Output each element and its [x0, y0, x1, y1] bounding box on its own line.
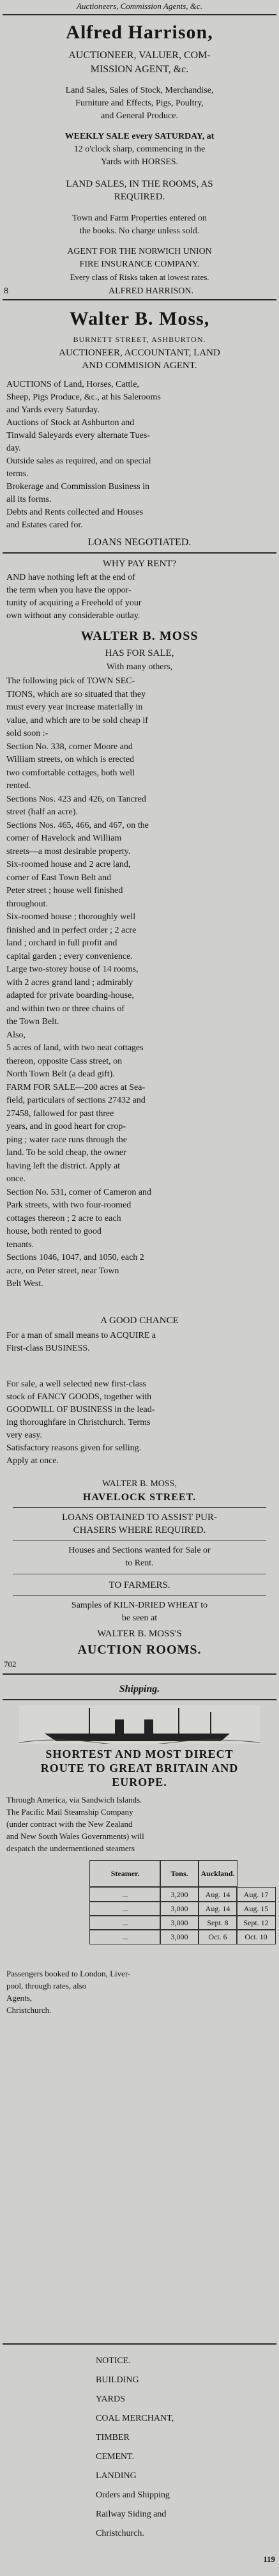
text-line: Christchurch.	[6, 2005, 52, 2015]
divider	[13, 1595, 266, 1596]
table-cell: ...	[89, 1887, 161, 1902]
text-line: AUCTIONS of Land, Horses, Cattle,	[6, 380, 140, 389]
table-cell: 3,000	[160, 1915, 199, 1930]
advertiser-name: Alfred Harrison,	[66, 22, 213, 43]
text-line: the term when you have the oppor-	[6, 586, 132, 595]
text-line: GOODWILL OF BUSINESS in the lead-	[6, 1405, 155, 1415]
text-line: 27458, fallowed for past three	[6, 1108, 114, 1119]
table-cell: Aug. 14	[198, 1887, 238, 1902]
section-heading: Shipping.	[119, 1684, 160, 1695]
text-line: Section No. 531, corner of Cameron and	[6, 1187, 152, 1197]
text-line: despatch the undermentioned steamers	[6, 1843, 135, 1853]
text-line: street (half an acre).	[6, 807, 78, 817]
text-line: corner of Havelock and William	[6, 834, 122, 843]
table-cell: ...	[89, 1929, 161, 1944]
text-line: Satisfactory reasons given for selling.	[6, 1443, 142, 1453]
signature: WALTER B. MOSS'S	[97, 1629, 182, 1639]
subheading: HAS FOR SALE,	[105, 648, 174, 658]
text-line: value, and which are to be sold cheap if	[6, 715, 148, 725]
advertiser-name: WALTER B. MOSS	[80, 629, 199, 643]
text-line: adapted for private boarding-house,	[6, 991, 134, 1000]
text-line: two comfortable cottages, both well	[6, 768, 135, 778]
text-line: Sections Nos. 423 and 426, on Tancred	[6, 794, 146, 804]
text-line: very easy.	[6, 1431, 42, 1440]
text-line: and New South Wales Governments) will	[6, 1831, 144, 1841]
text-line: Section No. 338, corner Moore and	[6, 741, 133, 752]
divider	[3, 14, 276, 15]
divider	[3, 2343, 276, 2345]
text-line: Every class of Risks taken at lowest rates.	[70, 272, 209, 282]
text-line: TO FARMERS.	[109, 1580, 170, 1590]
text-line: terms.	[6, 469, 29, 479]
moss-ad	[0, 306, 279, 1808]
table-cell: Sept. 12	[236, 1915, 276, 1930]
text-line: and within two or three chains of	[6, 1004, 125, 1014]
steamship-icon	[19, 1705, 260, 1744]
text-line: Sections Nos. 465, 466, and 467, on the	[6, 820, 149, 830]
why-pay-rent-heading: WHY PAY RENT?	[102, 559, 177, 569]
divider	[13, 1540, 266, 1541]
text-line: Also,	[6, 1030, 26, 1040]
text-line: Belt West.	[6, 1279, 43, 1289]
good-chance-heading: A GOOD CHANCE	[100, 1315, 179, 1326]
text-line: tenants.	[6, 1239, 34, 1250]
text-line: and General Produce.	[101, 111, 178, 121]
text-line: Sheep, Pigs Produce, &c., at his Salerooms	[6, 392, 161, 402]
text-line: and Yards every Saturday.	[6, 405, 100, 415]
text-line: 5 acres of land, with two neat cottages	[6, 1043, 144, 1053]
section-header: Auctioneers, Commission Agents, &c.	[77, 1, 202, 11]
table-cell: 3,000	[160, 1929, 199, 1944]
text-line: Brokerage and Commission Business in	[6, 482, 149, 492]
text-line: Yards with HORSES.	[100, 157, 179, 167]
text-line: For sale, a well selected new first-class	[6, 1379, 146, 1389]
text-line: streets—a most desirable property.	[6, 846, 131, 857]
route-heading: ROUTE TO GREAT BRITAIN AND	[40, 1762, 239, 1774]
text-line: For a man of small means to ACQUIRE a	[6, 1331, 156, 1340]
text-line: WEEKLY SALE every SATURDAY, at	[64, 132, 215, 141]
table-cell: 3,000	[160, 1901, 199, 1916]
text-line: AGENT FOR THE NORWICH UNION	[67, 247, 212, 256]
text-line: Auctions of Stock at Ashburton and	[6, 418, 135, 428]
text-line: FARM FOR SALE—200 acres at Sea-	[6, 1082, 146, 1092]
text-line: First-class BUSINESS.	[6, 1344, 90, 1353]
text-line: LANDING	[96, 2471, 137, 2481]
text-line: Tinwald Saleyards every alternate Tues-	[6, 431, 150, 440]
text-line: Sections 1046, 1047, and 1050, each 2	[6, 1253, 144, 1262]
title-line: MISSION AGENT, &c.	[90, 64, 189, 75]
table-cell: Oct. 6	[198, 1929, 238, 1944]
table-cell: Aug. 17	[236, 1887, 276, 1902]
text-line: capital garden ; every convenience.	[6, 951, 133, 961]
text-line: CEMENT.	[96, 2452, 135, 2462]
text-line: Six-roomed house ; thoroughly well	[6, 912, 136, 922]
text-line: North Town Belt (a dead gift).	[6, 1069, 115, 1079]
title-line: AUCTIONEER, ACCOUNTANT, LAND	[59, 348, 220, 358]
text-line: NOTICE.	[96, 2356, 131, 2366]
table-cell: ...	[89, 1901, 161, 1916]
text-line: Six-roomed house and 2 acre land,	[6, 860, 131, 869]
text-line: land. To be sold cheap, the owner	[6, 1148, 126, 1158]
text-line: AND have nothing left at the end of	[6, 573, 135, 582]
text-line: TIONS, which are so situated that they	[6, 689, 146, 699]
ad-number: 8	[4, 286, 8, 296]
merchant-ad	[0, 2350, 279, 2572]
text-line: the Town Belt.	[6, 1017, 59, 1027]
text-line: Park streets, with two four-roomed	[6, 1200, 132, 1210]
text-line: with 2 acres grand land ; admirably	[6, 977, 133, 988]
text-line: TIMBER	[96, 2433, 130, 2442]
divider	[3, 1673, 276, 1675]
text-line: The following pick of TOWN SEC-	[6, 676, 135, 686]
text-line: Railway Siding and	[96, 2510, 167, 2519]
text-line: Outside sales as required, and on special	[6, 456, 151, 466]
text-line: Town and Farm Properties entered on	[72, 213, 207, 223]
text-line: thereon, opposite Cass street, on	[6, 1056, 123, 1066]
text-line: COAL MERCHANT,	[96, 2414, 174, 2423]
text-line: CHASERS WHERE REQUIRED.	[73, 1525, 206, 1535]
text-line: once.	[6, 1174, 26, 1184]
text-line: years, and in good heart for crop-	[6, 1122, 126, 1131]
route-heading: SHORTEST AND MOST DIRECT	[45, 1748, 234, 1760]
table-cell: Aug. 15	[236, 1901, 276, 1916]
text-line: land ; orchard in full profit and	[6, 938, 117, 948]
subheading: With many others,	[106, 662, 173, 672]
text-line: Orders and Shipping	[96, 2490, 170, 2500]
auction-rooms: AUCTION ROOMS.	[77, 1643, 202, 1657]
title-line: AUCTIONEER, VALUER, COM-	[68, 50, 211, 61]
advertiser-name: Walter B. Moss,	[69, 308, 210, 329]
text-line: must every year increase materially in	[6, 702, 143, 712]
text-line: YARDS	[96, 2394, 125, 2404]
divider	[13, 1507, 266, 1508]
text-line: all its forms.	[6, 495, 52, 504]
text-line: Through America, via Sandwich Islands.	[6, 1795, 142, 1804]
title-line: AND COMMISION AGENT.	[82, 361, 197, 371]
text-line: having left the district. Apply at	[6, 1161, 121, 1171]
table-header: Tons.	[160, 1860, 199, 1887]
table-cell: 3,200	[160, 1887, 199, 1902]
address: HAVELOCK STREET.	[82, 1492, 197, 1503]
text-line: BUILDING	[96, 2375, 139, 2385]
text-line: tunity of acquiring a Freehold of your	[6, 598, 142, 608]
table-header: Steamer.	[89, 1860, 161, 1887]
text-line: Christchurch.	[96, 2529, 144, 2538]
text-line: ing thoroughfare in Christchurch. Terms	[6, 1418, 151, 1427]
text-line: (under contract with the New Zealand	[6, 1819, 133, 1829]
text-line: to Rent.	[125, 1558, 154, 1568]
text-line: LOANS OBTAINED TO ASSIST PUR-	[61, 1512, 217, 1523]
table-cell: ...	[89, 1915, 161, 1930]
harrison-ad	[0, 0, 279, 300]
text-line: cottages thereon ; 2 acre to each	[6, 1213, 121, 1223]
table-cell: Aug. 14	[198, 1901, 238, 1916]
text-line: LAND SALES, IN THE ROOMS, AS	[66, 179, 213, 189]
text-line: ping ; water race runs through the	[6, 1135, 127, 1145]
text-line: Large two-storey house of 14 rooms,	[6, 965, 139, 974]
text-line: Furniture and Effects, Pigs, Poultry,	[75, 98, 204, 108]
text-line: acre, on Peter street, near Town	[6, 1266, 119, 1276]
text-line: sold soon :-	[6, 729, 49, 738]
text-line: field, particulars of sections 27432 and	[6, 1096, 146, 1105]
text-line: and Estates cared for.	[6, 520, 83, 530]
text-line: Debts and Rents collected and Houses	[6, 508, 144, 517]
text-line: Houses and Sections wanted for Sale or	[68, 1546, 211, 1555]
address: BURNETT STREET, ASHBURTON.	[73, 335, 206, 344]
text-line: house, both rented to good	[6, 1227, 102, 1236]
text-line: the books. No charge unless sold.	[79, 226, 200, 236]
text-line: William streets, on which is erected	[6, 755, 135, 764]
signature: WALTER B. MOSS,	[102, 1479, 177, 1489]
divider	[3, 552, 276, 554]
text-line: Samples of KILN-DRIED WHEAT to	[71, 1601, 208, 1610]
loans-heading: LOANS NEGOTIATED.	[87, 537, 192, 548]
divider	[3, 299, 276, 300]
text-line: The Pacific Mail Steamship Company	[6, 1807, 133, 1817]
text-line: Agents,	[6, 1993, 33, 2003]
text-line: FIRE INSURANCE COMPANY.	[79, 260, 200, 269]
text-line: Peter street ; house well finished	[6, 886, 123, 896]
text-line: REQUIRED.	[114, 192, 165, 202]
ad-number: 702	[4, 1659, 17, 1669]
divider	[3, 1699, 276, 1700]
text-line: Passengers booked to London, Liver-	[6, 1969, 131, 1978]
text-line: corner of East Town Belt and	[6, 873, 111, 883]
text-line: be seen at	[121, 1613, 158, 1623]
text-line: pool, through rates, also	[6, 1981, 87, 1990]
text-line: finished and in perfect order ; 2 acre	[6, 925, 137, 935]
text-line: throughout.	[6, 899, 48, 909]
table-header: Auckland.	[198, 1860, 238, 1887]
text-line: stock of FANCY GOODS, together with	[6, 1392, 152, 1402]
text-line: Apply at once.	[6, 1456, 59, 1466]
route-heading: EUROPE.	[112, 1776, 167, 1788]
text-line: own without any considerable outlay.	[6, 611, 140, 621]
table-cell: Sept. 8	[198, 1915, 238, 1930]
ad-number: 119	[263, 2554, 275, 2564]
text-line: day.	[6, 444, 21, 453]
text-line: Land Sales, Sales of Stock, Merchandise,	[65, 86, 214, 95]
text-line: 12 o'clock sharp, commencing in the	[73, 144, 206, 154]
text-line: rented.	[6, 781, 31, 791]
table-cell: Oct. 10	[236, 1929, 276, 1944]
signature: ALFRED HARRISON.	[109, 286, 194, 296]
